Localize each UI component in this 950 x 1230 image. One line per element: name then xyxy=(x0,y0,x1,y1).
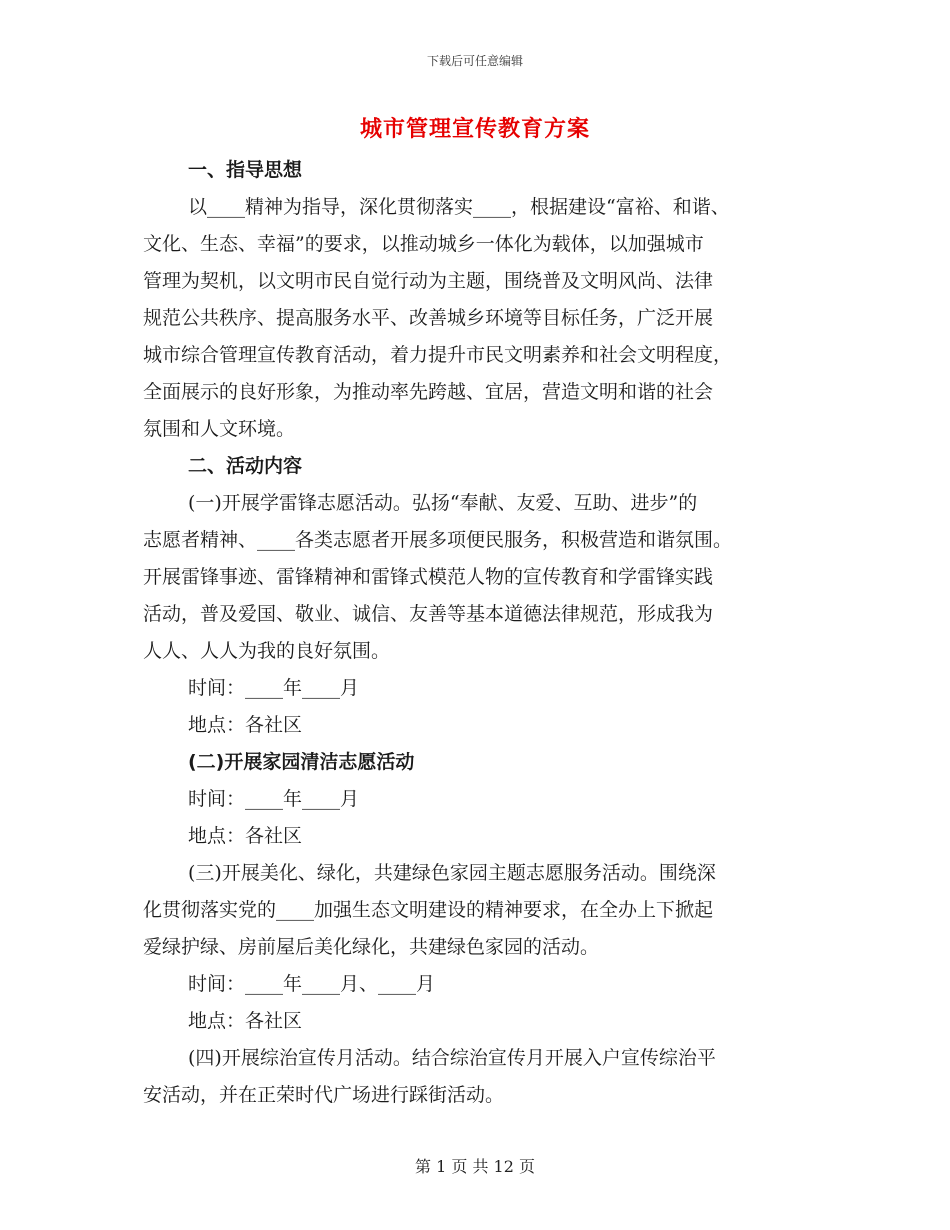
document-title: 城市管理宣传教育方案 xyxy=(359,116,590,142)
paragraph-line: 爱绿护绿、房前屋后美化绿化，共建绿色家园的活动。 xyxy=(143,936,600,958)
paragraph-line: 城市综合管理宣传教育活动，着力提升市民文明素养和社会文明程度， xyxy=(143,344,733,366)
subsection-heading-cleaning: (二)开展家园清洁志愿活动 xyxy=(188,751,415,773)
paragraph-line: 文化、生态、幸福”的要求，以推动城乡一体化为载体，以加强城市 xyxy=(143,233,704,255)
paragraph-line: 以____精神为指导，深化贯彻落实____，根据建设“富裕、和谐、 xyxy=(188,196,730,218)
place-line: 地点：各社区 xyxy=(188,1010,303,1032)
page-number: 第 1 页 共 12 页 xyxy=(415,1157,535,1176)
paragraph-line: 人人、人人为我的良好氛围。 xyxy=(143,640,391,662)
paragraph-line: (一)开展学雷锋志愿活动。弘扬“奉献、友爱、互助、进步”的 xyxy=(188,492,698,514)
section-heading-guiding-ideology: 一、指导思想 xyxy=(188,159,303,181)
paragraph-line: 安活动，并在正荣时代广场进行踩街活动。 xyxy=(143,1084,505,1106)
paragraph-line: 管理为契机，以文明市民自觉行动为主题，围绕普及文明风尚、法律 xyxy=(143,270,714,292)
paragraph-line: (四)开展综治宣传月活动。结合综治宣传月开展入户宣传综治平 xyxy=(188,1047,716,1069)
section-heading-activity-content: 二、活动内容 xyxy=(188,455,303,477)
paragraph-line: 氛围和人文环境。 xyxy=(143,418,296,440)
place-line: 地点：各社区 xyxy=(188,825,303,847)
paragraph-line: 活动，普及爱国、敬业、诚信、友善等基本道德法律规范，形成我为 xyxy=(143,603,714,625)
document-body xyxy=(143,152,803,1114)
time-line: 时间：____年____月 xyxy=(188,788,360,810)
place-line: 地点：各社区 xyxy=(188,714,303,736)
paragraph-line: 全面展示的良好形象，为推动率先跨越、宜居，营造文明和谐的社会 xyxy=(143,381,714,403)
paragraph-line: 开展雷锋事迹、雷锋精神和雷锋式模范人物的宣传教育和学雷锋实践 xyxy=(143,566,714,588)
paragraph-line: 化贯彻落实党的____加强生态文明建设的精神要求，在全办上下掀起 xyxy=(143,899,714,921)
paragraph-line: 志愿者精神、____各类志愿者开展多项便民服务，积极营造和谐氛围。 xyxy=(143,529,733,551)
header-note: 下载后可任意编辑 xyxy=(426,54,523,68)
time-line: 时间：____年____月、____月 xyxy=(188,973,436,995)
time-line: 时间：____年____月 xyxy=(188,677,360,699)
paragraph-line: 规范公共秩序、提高服务水平、改善城乡环境等目标任务，广泛开展 xyxy=(143,307,714,329)
paragraph-line: (三)开展美化、绿化，共建绿色家园主题志愿服务活动。围绕深 xyxy=(188,862,716,884)
